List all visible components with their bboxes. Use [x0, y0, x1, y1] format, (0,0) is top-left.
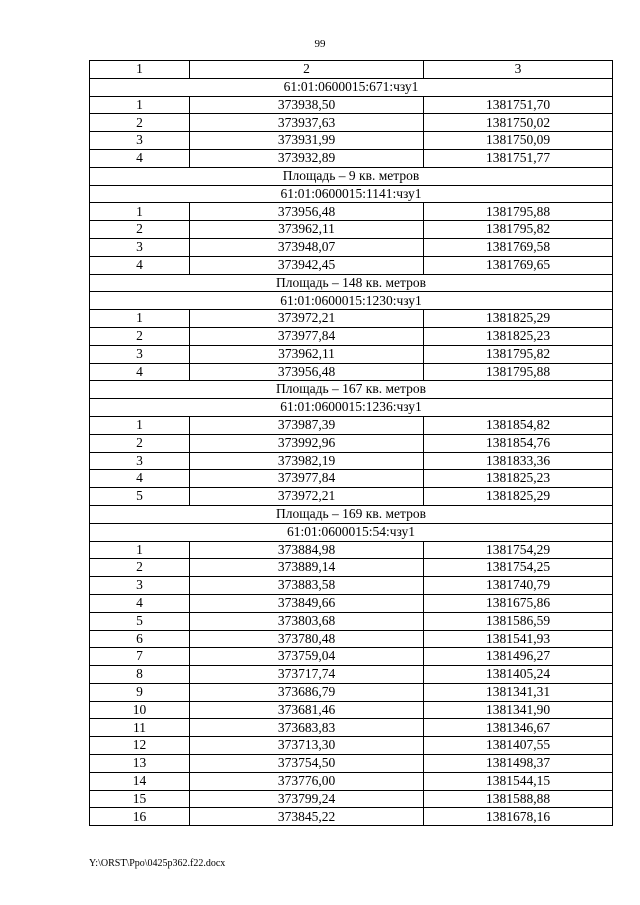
coordinate-x: 373799,24 — [190, 790, 424, 808]
coordinate-x: 373948,07 — [190, 238, 424, 256]
area-row — [90, 167, 613, 185]
coordinate-y: 1381854,82 — [424, 416, 613, 434]
header-cell: 2 — [190, 61, 424, 79]
coordinate-x: 373780,48 — [190, 630, 424, 648]
table-row — [90, 666, 613, 684]
point-number: 11 — [90, 719, 190, 737]
coordinate-x: 373776,00 — [190, 772, 424, 790]
table-row — [90, 488, 613, 506]
header-cell: 3 — [424, 61, 613, 79]
coordinate-x: 373982,19 — [190, 452, 424, 470]
coordinate-y: 1381751,77 — [424, 149, 613, 167]
point-number: 5 — [90, 612, 190, 630]
table-row — [90, 630, 613, 648]
parcel-area: Площадь – 167 кв. метров — [90, 381, 613, 399]
coordinate-y: 1381750,02 — [424, 114, 613, 132]
table-row — [90, 114, 613, 132]
table-row — [90, 434, 613, 452]
coordinate-y: 1381496,27 — [424, 648, 613, 666]
parcel-id-row — [90, 185, 613, 203]
coordinate-x: 373972,21 — [190, 488, 424, 506]
coordinate-x: 373713,30 — [190, 737, 424, 755]
point-number: 1 — [90, 416, 190, 434]
parcel-id: 61:01:0600015:1236:чзу1 — [90, 399, 613, 417]
coordinate-y: 1381795,82 — [424, 345, 613, 363]
parcel-id-row — [90, 523, 613, 541]
coordinate-x: 373987,39 — [190, 416, 424, 434]
point-number: 3 — [90, 238, 190, 256]
table-row — [90, 221, 613, 239]
coordinate-x: 373754,50 — [190, 755, 424, 773]
coordinate-y: 1381825,23 — [424, 470, 613, 488]
parcel-area: Площадь – 169 кв. метров — [90, 505, 613, 523]
table-row — [90, 363, 613, 381]
parcel-area: Площадь – 9 кв. метров — [90, 167, 613, 185]
coordinate-y: 1381740,79 — [424, 577, 613, 595]
coordinate-y: 1381854,76 — [424, 434, 613, 452]
coordinate-x: 373845,22 — [190, 808, 424, 826]
coordinate-x: 373938,50 — [190, 96, 424, 114]
point-number: 2 — [90, 114, 190, 132]
table-row — [90, 594, 613, 612]
point-number: 5 — [90, 488, 190, 506]
coordinate-y: 1381825,29 — [424, 310, 613, 328]
point-number: 4 — [90, 594, 190, 612]
coordinate-x: 373681,46 — [190, 701, 424, 719]
coordinate-y: 1381588,88 — [424, 790, 613, 808]
point-number: 3 — [90, 577, 190, 595]
point-number: 1 — [90, 203, 190, 221]
coordinate-y: 1381675,86 — [424, 594, 613, 612]
coordinate-x: 373932,89 — [190, 149, 424, 167]
parcel-id: 61:01:0600015:671:чзу1 — [90, 78, 613, 96]
table-row — [90, 327, 613, 345]
point-number: 10 — [90, 701, 190, 719]
table-row — [90, 790, 613, 808]
coordinate-x: 373717,74 — [190, 666, 424, 684]
area-row — [90, 274, 613, 292]
coordinate-y: 1381751,70 — [424, 96, 613, 114]
point-number: 15 — [90, 790, 190, 808]
table-row — [90, 559, 613, 577]
table-row — [90, 238, 613, 256]
header-cell: 1 — [90, 61, 190, 79]
coordinate-y: 1381833,36 — [424, 452, 613, 470]
table-row — [90, 577, 613, 595]
coordinate-x: 373931,99 — [190, 132, 424, 150]
point-number: 1 — [90, 310, 190, 328]
table-row — [90, 203, 613, 221]
table-row — [90, 452, 613, 470]
point-number: 12 — [90, 737, 190, 755]
coordinate-y: 1381346,67 — [424, 719, 613, 737]
point-number: 1 — [90, 96, 190, 114]
coordinate-y: 1381498,37 — [424, 755, 613, 773]
parcel-id: 61:01:0600015:54:чзу1 — [90, 523, 613, 541]
point-number: 16 — [90, 808, 190, 826]
header-row — [90, 61, 613, 79]
coordinate-x: 373759,04 — [190, 648, 424, 666]
coordinate-x: 373849,66 — [190, 594, 424, 612]
table-row — [90, 256, 613, 274]
coordinate-y: 1381795,82 — [424, 221, 613, 239]
coordinate-y: 1381754,25 — [424, 559, 613, 577]
table-row — [90, 772, 613, 790]
area-row — [90, 381, 613, 399]
table-row — [90, 701, 613, 719]
coordinate-x: 373686,79 — [190, 683, 424, 701]
parcel-area: Площадь – 148 кв. метров — [90, 274, 613, 292]
coordinate-y: 1381341,90 — [424, 701, 613, 719]
table-row — [90, 719, 613, 737]
coordinate-y: 1381341,31 — [424, 683, 613, 701]
table-row — [90, 132, 613, 150]
table-row — [90, 808, 613, 826]
parcel-id: 61:01:0600015:1141:чзу1 — [90, 185, 613, 203]
coordinate-x: 373977,84 — [190, 327, 424, 345]
point-number: 13 — [90, 755, 190, 773]
point-number: 4 — [90, 149, 190, 167]
page-number: 99 — [314, 38, 326, 50]
point-number: 8 — [90, 666, 190, 684]
table-row — [90, 470, 613, 488]
point-number: 2 — [90, 559, 190, 577]
coordinate-y: 1381769,65 — [424, 256, 613, 274]
table-row — [90, 683, 613, 701]
point-number: 3 — [90, 345, 190, 363]
coordinate-x: 373962,11 — [190, 221, 424, 239]
coordinate-y: 1381586,59 — [424, 612, 613, 630]
coordinate-y: 1381750,09 — [424, 132, 613, 150]
coordinates-table — [89, 60, 613, 826]
point-number: 6 — [90, 630, 190, 648]
coordinate-x: 373884,98 — [190, 541, 424, 559]
table-row — [90, 149, 613, 167]
coordinate-x: 373972,21 — [190, 310, 424, 328]
coordinate-y: 1381407,55 — [424, 737, 613, 755]
coordinate-x: 373962,11 — [190, 345, 424, 363]
parcel-id: 61:01:0600015:1230:чзу1 — [90, 292, 613, 310]
table-row — [90, 612, 613, 630]
coordinate-x: 373956,48 — [190, 363, 424, 381]
parcel-id-row — [90, 399, 613, 417]
coordinate-y: 1381769,58 — [424, 238, 613, 256]
coordinate-x: 373889,14 — [190, 559, 424, 577]
coordinate-y: 1381544,15 — [424, 772, 613, 790]
area-row — [90, 505, 613, 523]
coordinate-y: 1381825,23 — [424, 327, 613, 345]
parcel-id-row — [90, 78, 613, 96]
point-number: 2 — [90, 327, 190, 345]
point-number: 4 — [90, 256, 190, 274]
point-number: 7 — [90, 648, 190, 666]
coordinate-y: 1381795,88 — [424, 363, 613, 381]
table-row — [90, 648, 613, 666]
coordinate-y: 1381754,29 — [424, 541, 613, 559]
coordinate-y: 1381678,16 — [424, 808, 613, 826]
point-number: 14 — [90, 772, 190, 790]
table-row — [90, 96, 613, 114]
table-row — [90, 755, 613, 773]
coordinate-x: 373956,48 — [190, 203, 424, 221]
coordinate-y: 1381825,29 — [424, 488, 613, 506]
coordinate-y: 1381795,88 — [424, 203, 613, 221]
coordinate-y: 1381541,93 — [424, 630, 613, 648]
coordinate-y: 1381405,24 — [424, 666, 613, 684]
file-path-footer: Y:\ORST\Ppo\0425p362.f22.docx — [89, 858, 226, 869]
table-row — [90, 416, 613, 434]
point-number: 9 — [90, 683, 190, 701]
point-number: 2 — [90, 434, 190, 452]
table-row — [90, 310, 613, 328]
coordinate-x: 373992,96 — [190, 434, 424, 452]
point-number: 3 — [90, 132, 190, 150]
coordinate-x: 373803,68 — [190, 612, 424, 630]
parcel-id-row — [90, 292, 613, 310]
point-number: 4 — [90, 363, 190, 381]
point-number: 3 — [90, 452, 190, 470]
coordinate-x: 373883,58 — [190, 577, 424, 595]
coordinate-x: 373937,63 — [190, 114, 424, 132]
table-row — [90, 541, 613, 559]
coordinate-x: 373942,45 — [190, 256, 424, 274]
table-row — [90, 737, 613, 755]
point-number: 1 — [90, 541, 190, 559]
point-number: 2 — [90, 221, 190, 239]
table-row — [90, 345, 613, 363]
coordinate-x: 373683,83 — [190, 719, 424, 737]
coordinate-x: 373977,84 — [190, 470, 424, 488]
point-number: 4 — [90, 470, 190, 488]
